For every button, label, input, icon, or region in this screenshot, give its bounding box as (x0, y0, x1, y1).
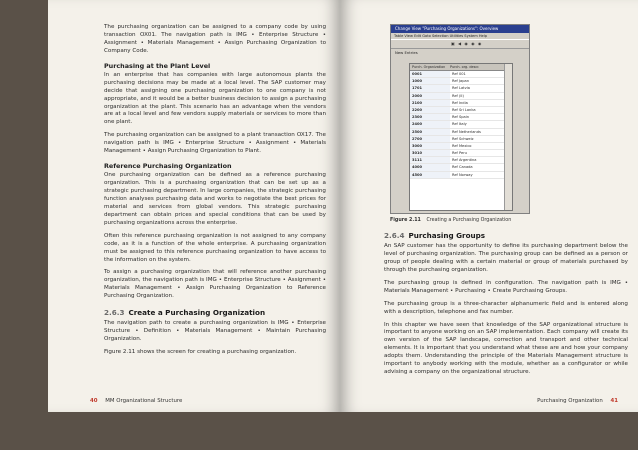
table-row (410, 114, 512, 121)
figure-table-body (410, 71, 512, 179)
table-row (410, 129, 512, 136)
subheading: Purchasing at the Plant Level (104, 61, 211, 70)
row-code: 3010 (410, 150, 450, 156)
figure-scrollbar (504, 64, 512, 210)
row-code: 2000 (410, 93, 450, 99)
paragraph: The purchasing organization can be assigned to a plant transaction OX17. The navigation path is IMG • Enterprise Structure • Assignment • Materials Management • Assign Purchasing Organization to Plant. (104, 132, 326, 155)
figure-table-header (410, 64, 512, 71)
figure-toolbar: ▣ ◀ ◉ ◉ ◉ (391, 39, 529, 49)
row-desc: Ref India (452, 100, 468, 105)
row-desc: Ref Latvia (452, 86, 470, 91)
table-row (410, 136, 512, 143)
left-footer (84, 398, 182, 404)
table-row (410, 150, 512, 157)
figure-table (409, 63, 513, 211)
figure-window-title: Change View "Purchasing Organizations": Overview (391, 25, 529, 33)
subheading: Reference Purchasing Organization (104, 162, 232, 171)
caption-text: Creating a Purchasing Organization (426, 218, 512, 223)
right-page-content (384, 24, 628, 382)
row-code: 2500 (410, 129, 450, 135)
row-desc: Ref Spain (452, 115, 469, 120)
table-row (410, 71, 512, 78)
row-code: 1000 (410, 78, 450, 84)
table-row (410, 172, 512, 179)
figure-caption (390, 218, 628, 223)
table-row (410, 121, 512, 128)
paragraph: In an enterprise that has companies with large autonomous plants the purchasing decisions may be made at a local level. The SAP customer may decide that assigning one purchasing organization to one company is not appropriate, and it would be a better business decision to assign a purchasing organization at the plant. This scenario has an advantage when the vendors are at a local level and few vendors supply materials or services to more than one plant. (104, 71, 326, 126)
right-page (340, 0, 638, 412)
running-footer: Purchasing Organization (537, 398, 603, 404)
table-row (410, 85, 512, 92)
row-desc: Ref Sri Lanka (452, 107, 476, 112)
row-code: 2200 (410, 107, 450, 113)
row-code: 4000 (410, 164, 450, 170)
row-code: 2100 (410, 100, 450, 106)
page-number: 40 (90, 398, 98, 404)
row-code: 2400 (410, 121, 450, 127)
table-row (410, 100, 512, 107)
row-code: 3111 (410, 157, 450, 163)
right-footer (537, 398, 624, 404)
paragraph: The purchasing organization can be assigned to a company code by using transaction OX01. The navigation path is IMG • Enterprise Structure • Assignment • Materials Management • Assign Purchasing Organization to Company Code. (104, 24, 326, 54)
paragraph: An SAP customer has the opportunity to define its purchasing department below the level of purchasing organization. The purchasing group can be defined as a person or group of people dealing with a certain material or group of materials purchased by through the purchasing organization. (384, 243, 628, 273)
paragraph: Figure 2.11 shows the screen for creating a purchasing organization. (104, 349, 297, 355)
paragraph: Often this reference purchasing organization is not assigned to any company code, as it is a function of the whole enterprise. A purchasing organization must be assigned to this reference purchasing organization to have access to the information on the system. (104, 232, 326, 263)
col-header-desc: Purch. org. descr. (450, 65, 480, 69)
page-number: 41 (610, 398, 618, 404)
section-number: 2.6.4 (384, 231, 405, 240)
row-desc: Ref Italy (452, 122, 467, 127)
paragraph: In this chapter we have seen that knowledge of the SAP organizational structure is important to anyone working on an SAP implementation. Each company will create its own version of the SAP landscape, correction and transport and other technical elements. It is important that you understand what these are and how your company adopts them. Understanding the principle of the Materials Management structure is important to anybody working with the module, whether as a configurator or while advising a company on the organizational structure. (384, 321, 628, 376)
left-page (48, 0, 340, 412)
caption-label: Figure 2.11 (390, 218, 421, 223)
table-row (410, 107, 512, 114)
figure-screenshot (390, 24, 530, 214)
paragraph: To assign a purchasing organization that will reference another purchasing organization, the navigation path is IMG • Enterprise Structure • Assignment • Materials Management • Assign Purchasing Organization to Reference Purchasing Organization. (104, 269, 326, 300)
paragraph: The purchasing group is a three-character alphanumeric field and is entered along with a description, telephone and fax number. (384, 300, 628, 315)
row-code: 2700 (410, 136, 450, 142)
row-desc: Ref 001 (452, 72, 466, 76)
section-title: Create a Purchasing Organization (128, 308, 266, 318)
running-footer: MM Organizational Structure (105, 398, 183, 404)
figure-new-entries: New Entries (395, 50, 418, 55)
figure-menu-bar: Table View Edit Goto Selection Utilities System Help (394, 34, 488, 38)
row-code: 0001 (410, 71, 450, 77)
row-desc: Ref Norway (452, 172, 473, 177)
row-desc: Ref Netherlands (452, 129, 481, 134)
row-code: 1701 (410, 85, 450, 91)
section-heading (384, 231, 628, 240)
row-desc: Ref Schweiz (452, 136, 474, 141)
row-desc: Ref Peru (452, 151, 467, 156)
table-row (410, 93, 512, 100)
left-page-content (104, 24, 326, 362)
row-desc: Ref Canada (452, 165, 473, 170)
row-desc: Ref Argentina (452, 158, 477, 163)
paragraph: One purchasing organization can be defined as a reference purchasing organization. This is a purchasing organization that can be set up as a strategic purchasing department. In large companies, the strategic purchasing function analyses purchasing data and works to negotiate the best prices for material and services from global vendors. This strategic purchasing department can obtain prices and special conditions that can be used by purchasing organizations across the enterprise. (104, 172, 326, 226)
table-row (410, 157, 512, 164)
col-header-code: Purch. Organization (412, 65, 446, 69)
section-heading (104, 308, 326, 317)
row-code: 4500 (410, 172, 450, 178)
row-desc: Ref Mexico (452, 143, 472, 148)
section-number: 2.6.3 (104, 308, 125, 318)
row-code: 2300 (410, 114, 450, 120)
table-row (410, 164, 512, 171)
table-row (410, 78, 512, 85)
table-row (410, 143, 512, 150)
paragraph: The purchasing group is defined in configuration. The navigation path is IMG • Materials Management • Purchasing • Create Purchasing Groups. (384, 279, 628, 294)
section-title: Purchasing Groups (408, 231, 486, 240)
row-desc: Ref Japan (452, 79, 469, 84)
row-code: 3000 (410, 143, 450, 149)
row-desc: Ref (II) (452, 93, 464, 98)
paragraph: The navigation path to create a purchasing organization is IMG • Enterprise Structure • Definition • Materials Management • Maintain Purchasing Organization. (104, 320, 326, 343)
